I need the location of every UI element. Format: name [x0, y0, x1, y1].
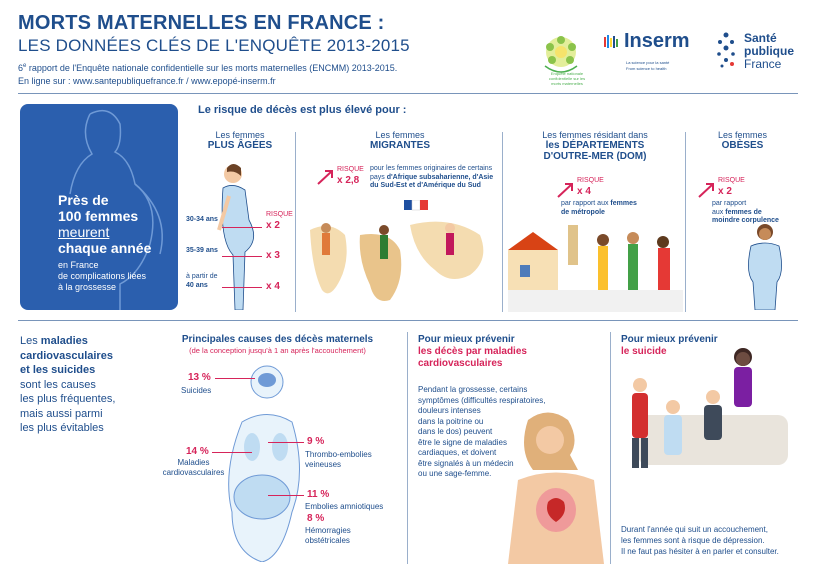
age-2: 35-39 ans	[186, 247, 218, 254]
cause-thrombo-label: Thrombo-embolies veineuses	[305, 450, 372, 469]
dom-town-illustration	[508, 220, 683, 312]
spf-name: Santé publique France	[744, 31, 794, 71]
prevent-suicide-title: Pour mieux prévenir le suicide	[621, 334, 718, 357]
spf-dots-icon	[716, 30, 738, 75]
cause-suicide-label: Suicides	[181, 386, 212, 395]
age-3: 40 ans	[186, 282, 208, 289]
migrants-arrow-icon	[316, 168, 336, 186]
cause-thrombo-pct: 9 %	[307, 436, 325, 447]
middle-divider	[18, 320, 798, 321]
world-map-illustration	[300, 200, 498, 310]
cause-amnio-line	[268, 495, 304, 496]
causes-title: Principales causes des décès maternels	[181, 334, 374, 345]
divider-4	[407, 332, 408, 564]
stat-panel	[20, 104, 178, 310]
cause-amnio-label: Embolies amniotiques	[305, 502, 384, 511]
inserm-name: Inserm	[624, 30, 690, 52]
age-1-mult: x 2	[266, 220, 280, 231]
obese-label: Les femmes OBÈSES	[717, 130, 768, 151]
age-3-mult: x 4	[266, 281, 280, 292]
page-title: MORTS MATERNELLES EN FRANCE :	[18, 12, 385, 34]
age-3-line	[222, 287, 262, 288]
inserm-tag1: La science pour la santé	[626, 60, 670, 65]
age-1-risk-word: RISQUE	[266, 211, 293, 218]
older-label: Les femmes PLUS ÂGÉES	[207, 130, 273, 151]
obese-desc: par rapport aux femmes de moindre corpulence	[712, 200, 779, 224]
cause-cardio-label: Maladies cardiovasculaires	[162, 458, 225, 477]
obese-risk-word: RISQUE	[718, 177, 745, 184]
family-support-illustration	[618, 345, 798, 515]
age-3-pre: à partir de	[186, 273, 218, 280]
age-1: 30-34 ans	[186, 216, 218, 223]
stat-headline: Près de 100 femmes meurent chaque année	[58, 192, 152, 256]
prevent-suicide-body: Durant l'année qui suit un accouchement, les femmes sont à risque de dépression. Il ne faut pas hésiter à en parler et consulter.	[621, 525, 779, 556]
divider-1	[295, 132, 296, 312]
cause-suicide-line	[215, 378, 255, 379]
cause-suicide-pct: 13 %	[188, 372, 211, 383]
inserm-bars-icon	[604, 34, 620, 50]
dom-desc: par rapport aux femmes de métropole	[561, 200, 637, 216]
stat-detail: en France de complications liées à la grossesse	[58, 260, 147, 292]
migrants-mult: x 2,8	[337, 175, 360, 186]
age-2-mult: x 3	[266, 250, 280, 261]
migrants-desc: pour les femmes originaires de certains pays d'Afrique subsaharienne, d'Asie du Sud-Est et d'Amérique du Sud	[370, 165, 494, 189]
dom-mult: x 4	[577, 186, 591, 197]
header-divider	[18, 93, 798, 94]
cause-cardio-line	[212, 452, 252, 453]
cause-amnio-pct: 11 %	[307, 489, 330, 500]
cause-thrombo-line	[268, 442, 304, 443]
obese-mult: x 2	[718, 186, 732, 197]
cause-cardio-pct: 14 %	[186, 446, 209, 457]
risk-title: Le risque de décès est plus élevé pour :	[198, 104, 407, 116]
cause-hemo-pct: 8 %	[307, 513, 325, 524]
divider-5	[610, 332, 611, 564]
age-2-line	[222, 256, 262, 257]
dom-risk-word: RISQUE	[577, 177, 604, 184]
obese-woman-figure	[745, 222, 785, 310]
divider-2	[502, 132, 503, 312]
age-1-line	[222, 227, 262, 228]
divider-3	[685, 132, 686, 312]
causes-subtitle: (de la conception jusqu'à 1 an après l'accouchement)	[189, 346, 366, 355]
page-subtitle: LES DONNÉES CLÉS DE L'ENQUÊTE 2013-2015	[18, 36, 410, 55]
inserm-logo	[604, 34, 620, 55]
enquete-logo-text: Enquête nationale confidentielle sur les morts maternelles	[548, 71, 586, 86]
obese-arrow-icon	[697, 181, 717, 199]
migrants-label: Les femmes MIGRANTES	[370, 130, 430, 151]
causes-summary: Les maladies cardiovasculaires et les suicides sont les causes les plus fréquentes, mais aussi parmi les plus évitables	[20, 335, 116, 434]
dom-arrow-icon	[556, 181, 576, 199]
online-line: En ligne sur : www.santepubliquefrance.fr / www.epopé-inserm.fr	[18, 76, 276, 86]
dom-label: Les femmes résidant dans les DÉPARTEMENTS D'OUTRE-MER (DOM)	[542, 130, 648, 162]
prevent-cardio-title: Pour mieux prévenir les décès par maladies cardiovasculaires	[418, 334, 527, 369]
inserm-tag2: From science to health	[626, 66, 667, 71]
cause-hemo-label: Hémorragies obstétricales	[305, 526, 351, 545]
migrants-risk-word: RISQUE	[337, 166, 364, 173]
prevent-cardio-body: Pendant la grossesse, certains symptômes (difficultés respiratoires, douleurs intenses dans la poitrine ou dans le dos) peuvent être le signe de maladies cardiaques, et doivent être signalés à un médecin ou une sage-femme.	[418, 385, 546, 478]
report-line: 6e rapport de l'Enquête nationale confidentielle sur les morts maternelles (ENCMM) 2013-2015.	[18, 63, 398, 73]
woman-heart-illustration	[508, 410, 604, 564]
